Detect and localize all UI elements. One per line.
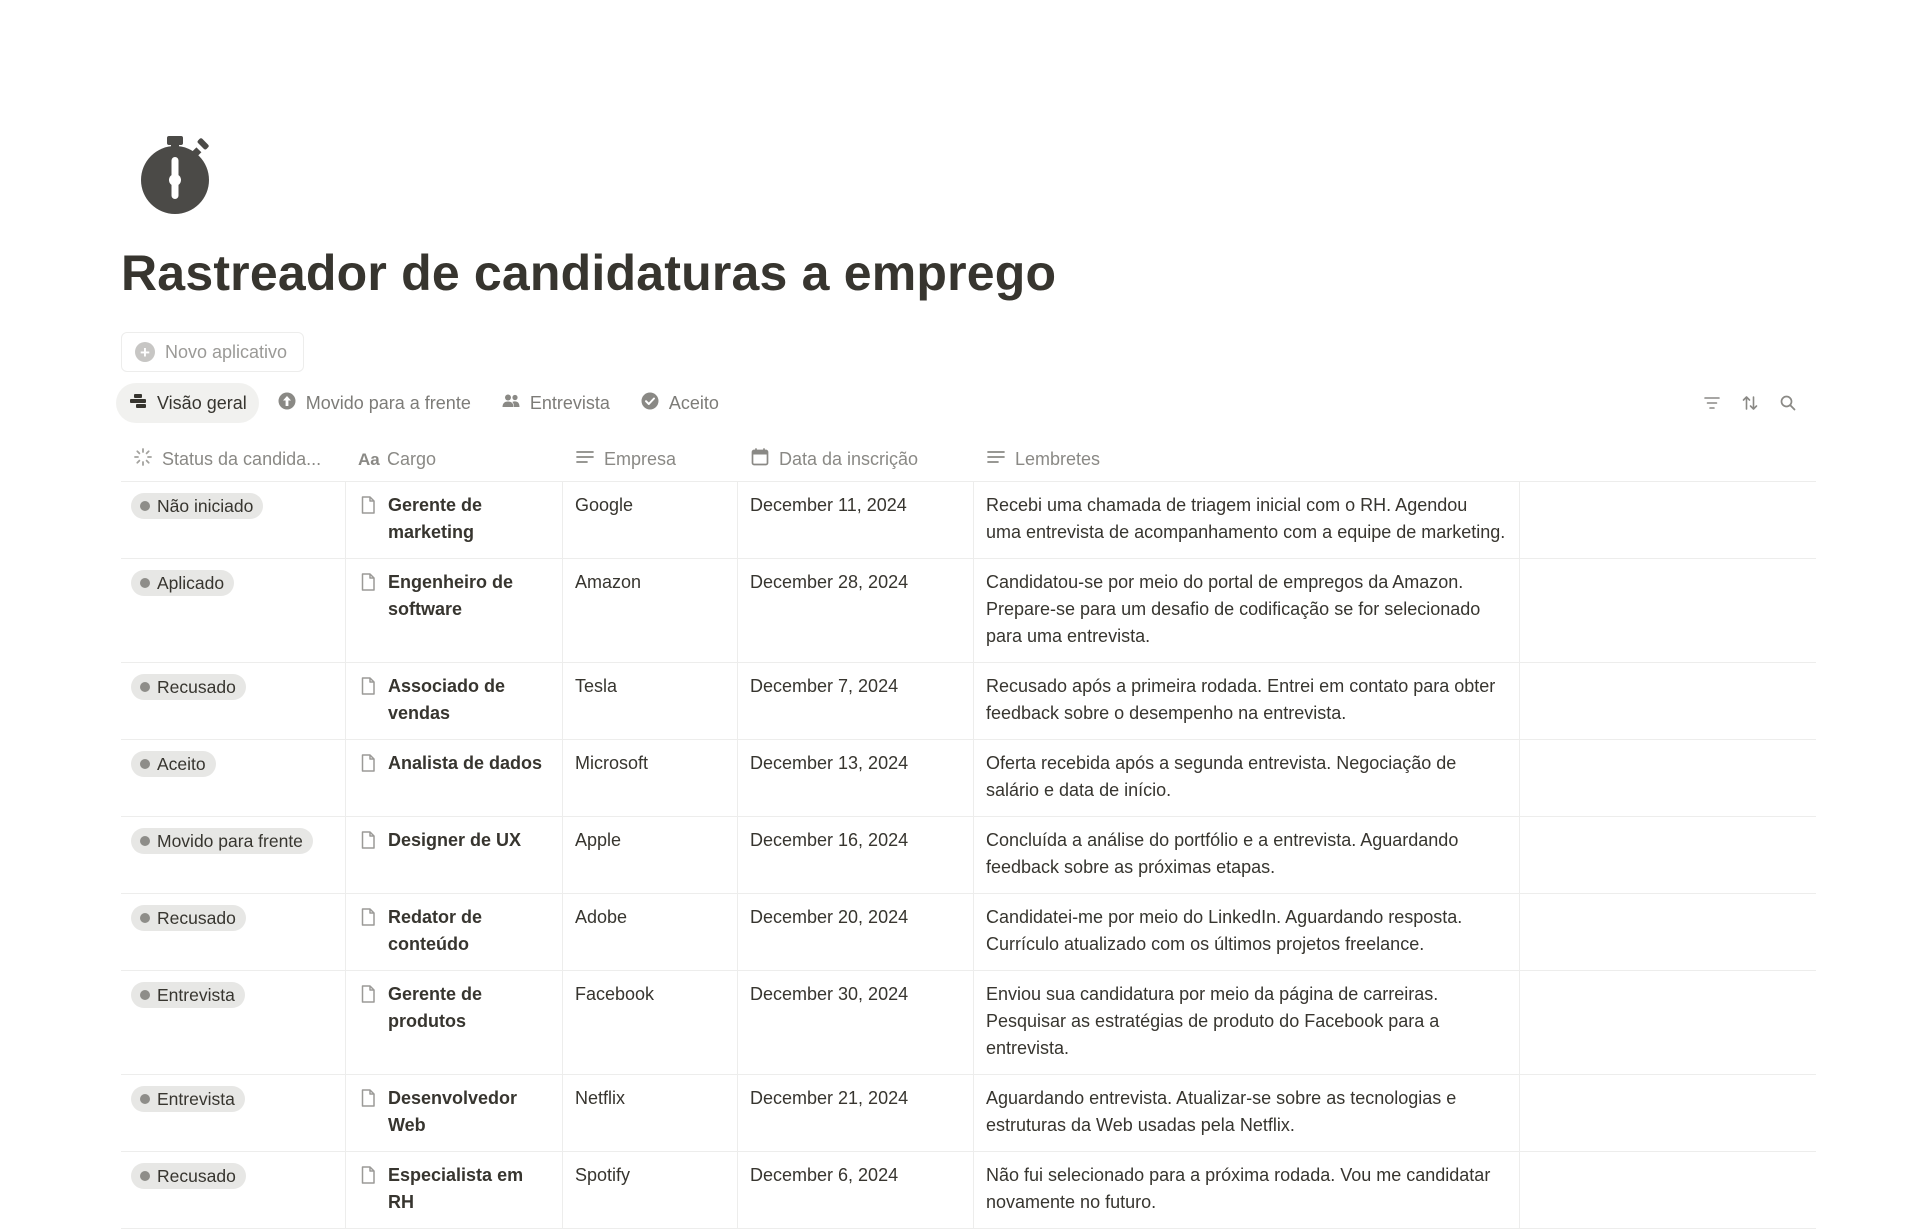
applications-table <box>121 438 1816 1229</box>
status-cell[interactable] <box>121 1075 346 1151</box>
table-row[interactable] <box>121 817 1816 894</box>
tab-movido-para-a-frente[interactable] <box>265 383 483 423</box>
lembretes-cell[interactable]: Candidatou-se por meio do portal de empregos da Amazon. Prepare-se para um desafio de codificação se for selecionado para uma entrevista. <box>974 559 1520 662</box>
status-badge[interactable] <box>131 570 234 596</box>
status-dot-icon <box>140 990 150 1000</box>
arrow-up-circle-icon <box>277 391 297 416</box>
empresa-cell[interactable]: Google <box>563 482 738 558</box>
data-cell[interactable]: December 16, 2024 <box>738 817 974 893</box>
status-label: Entrevista <box>157 1088 235 1109</box>
cargo-title[interactable]: Associado de vendas <box>388 676 506 723</box>
status-label: Recusado <box>157 1165 236 1186</box>
empresa-cell[interactable]: Spotify <box>563 1152 738 1228</box>
cargo-title[interactable]: Redator de conteúdo <box>388 907 483 954</box>
column-header-cargo[interactable] <box>346 438 563 481</box>
data-cell[interactable]: December 6, 2024 <box>738 1152 974 1228</box>
empty-cell <box>1520 740 1816 816</box>
column-header-lembretes[interactable] <box>974 438 1520 481</box>
lembretes-cell[interactable]: Oferta recebida após a segunda entrevista. Negociação de salário e data de início. <box>974 740 1520 816</box>
table-row[interactable] <box>121 740 1816 817</box>
text-lines-icon <box>575 447 595 472</box>
column-header-label: Empresa <box>604 449 677 469</box>
column-header-label: Lembretes <box>1015 449 1101 469</box>
status-dot-icon <box>140 1094 150 1104</box>
data-cell[interactable]: December 28, 2024 <box>738 559 974 662</box>
status-cell[interactable] <box>121 1152 346 1228</box>
data-cell[interactable]: December 7, 2024 <box>738 663 974 739</box>
status-label: Recusado <box>157 907 236 928</box>
tab-label: Movido para a frente <box>305 392 471 413</box>
stopwatch-icon[interactable] <box>131 130 219 218</box>
new-application-label: Novo aplicativo <box>165 341 288 362</box>
column-header-empty <box>1520 438 1816 481</box>
layout-icon <box>128 391 148 416</box>
people-icon <box>501 391 521 416</box>
text-lines-icon <box>986 447 1006 472</box>
empty-cell <box>1520 1075 1816 1151</box>
table-row[interactable] <box>121 971 1816 1075</box>
tab-aceito[interactable] <box>628 383 731 423</box>
table-row[interactable] <box>121 559 1816 663</box>
data-cell[interactable]: December 30, 2024 <box>738 971 974 1074</box>
status-badge[interactable] <box>131 828 313 854</box>
table-header <box>121 438 1816 482</box>
page-document-icon <box>358 984 378 1004</box>
table-row[interactable] <box>121 663 1816 740</box>
filter-icon[interactable] <box>1701 392 1723 414</box>
status-badge[interactable] <box>131 674 246 700</box>
cargo-title[interactable]: Desenvolvedor Web <box>388 1088 518 1135</box>
cargo-cell[interactable] <box>346 740 563 816</box>
empty-cell <box>1520 817 1816 893</box>
column-header-label: Cargo <box>387 449 437 469</box>
page-document-icon <box>358 676 378 696</box>
status-cell[interactable] <box>121 482 346 558</box>
status-label: Não iniciado <box>157 495 254 516</box>
lembretes-cell[interactable]: Candidatei-me por meio do LinkedIn. Aguardando resposta. Currículo atualizado com os últimos projetos freelance. <box>974 894 1520 970</box>
empty-cell <box>1520 971 1816 1074</box>
table-row[interactable] <box>121 1152 1816 1229</box>
empty-cell <box>1520 663 1816 739</box>
status-dot-icon <box>140 501 150 511</box>
empresa-cell[interactable]: Amazon <box>563 559 738 662</box>
cargo-cell[interactable] <box>346 1075 563 1151</box>
empty-cell <box>1520 482 1816 558</box>
data-cell[interactable]: December 20, 2024 <box>738 894 974 970</box>
page-document-icon <box>358 907 378 927</box>
text-type-icon: Aa <box>358 449 380 469</box>
data-cell[interactable]: December 11, 2024 <box>738 482 974 558</box>
status-cell[interactable] <box>121 894 346 970</box>
new-application-button[interactable] <box>121 332 304 372</box>
lembretes-cell[interactable]: Enviou sua candidatura por meio da página de carreiras. Pesquisar as estratégias de produto do Facebook para a entrevista. <box>974 971 1520 1074</box>
cargo-title[interactable]: Gerente de produtos <box>388 984 483 1031</box>
column-header-label: Status da candida... <box>162 449 322 469</box>
empty-cell <box>1520 559 1816 662</box>
tab-visao-geral[interactable] <box>116 383 259 423</box>
status-dot-icon <box>140 1171 150 1181</box>
check-circle-icon <box>640 391 660 416</box>
table-body <box>121 482 1816 1229</box>
empresa-cell[interactable]: Apple <box>563 817 738 893</box>
empresa-cell[interactable]: Tesla <box>563 663 738 739</box>
empresa-cell[interactable]: Adobe <box>563 894 738 970</box>
status-badge[interactable] <box>131 751 216 777</box>
status-cell[interactable] <box>121 817 346 893</box>
cargo-cell[interactable] <box>346 894 563 970</box>
cargo-title[interactable]: Especialista em RH <box>388 1165 524 1212</box>
data-cell[interactable]: December 13, 2024 <box>738 740 974 816</box>
status-badge[interactable] <box>131 1163 246 1189</box>
column-header-data[interactable] <box>738 438 974 481</box>
view-tabs <box>116 383 731 423</box>
status-dot-icon <box>140 759 150 769</box>
lembretes-cell[interactable]: Não fui selecionado para a próxima rodada. Vou me candidatar novamente no futuro. <box>974 1152 1520 1228</box>
cargo-cell[interactable] <box>346 817 563 893</box>
empty-cell <box>1520 894 1816 970</box>
page-document-icon <box>358 753 378 773</box>
empresa-cell[interactable]: Netflix <box>563 1075 738 1151</box>
cargo-cell[interactable] <box>346 971 563 1074</box>
status-cell[interactable] <box>121 971 346 1074</box>
column-header-status[interactable] <box>121 438 346 481</box>
tab-entrevista[interactable] <box>489 383 622 423</box>
status-label: Movido para frente <box>157 830 303 851</box>
status-dot-icon <box>140 836 150 846</box>
status-badge[interactable] <box>131 905 246 931</box>
page-document-icon <box>358 830 378 850</box>
status-dot-icon <box>140 913 150 923</box>
tab-label: Entrevista <box>529 392 610 413</box>
status-badge[interactable] <box>131 493 263 519</box>
status-badge[interactable] <box>131 1086 245 1112</box>
status-loading-icon <box>133 447 153 472</box>
status-cell[interactable] <box>121 740 346 816</box>
column-header-label: Data da inscrição <box>779 449 919 469</box>
lembretes-cell[interactable]: Recusado após a primeira rodada. Entrei em contato para obter feedback sobre o desempenho na entrevista. <box>974 663 1520 739</box>
cargo-title[interactable]: Engenheiro de software <box>388 572 514 619</box>
status-cell[interactable] <box>121 559 346 662</box>
table-row[interactable] <box>121 894 1816 971</box>
table-row[interactable] <box>121 1075 1816 1152</box>
status-label: Aplicado <box>157 572 225 593</box>
search-icon[interactable] <box>1777 392 1799 414</box>
column-header-empresa[interactable] <box>563 438 738 481</box>
view-tools <box>1701 392 1799 414</box>
sort-icon[interactable] <box>1739 392 1761 414</box>
cargo-title[interactable]: Gerente de marketing <box>388 495 483 542</box>
page-document-icon <box>358 1165 378 1185</box>
cargo-cell[interactable] <box>346 559 563 662</box>
status-label: Aceito <box>157 753 206 774</box>
lembretes-cell[interactable]: Concluída a análise do portfólio e a entrevista. Aguardando feedback sobre as próximas etapas. <box>974 817 1520 893</box>
empresa-cell[interactable]: Microsoft <box>563 740 738 816</box>
page-document-icon <box>358 1088 378 1108</box>
plus-circle-icon: + <box>135 342 155 362</box>
lembretes-cell[interactable]: Aguardando entrevista. Atualizar-se sobre as tecnologias e estruturas da Web usadas pela Netflix. <box>974 1075 1520 1151</box>
status-badge[interactable] <box>131 982 245 1008</box>
tab-label: Visão geral <box>157 392 247 413</box>
empty-cell <box>1520 1152 1816 1228</box>
status-label: Recusado <box>157 676 236 697</box>
page-title: Rastreador de candidaturas a emprego <box>121 245 1057 301</box>
cargo-title[interactable]: Designer de UX <box>388 830 522 850</box>
cargo-cell[interactable] <box>346 663 563 739</box>
status-dot-icon <box>140 682 150 692</box>
empresa-cell[interactable]: Facebook <box>563 971 738 1074</box>
status-label: Entrevista <box>157 984 235 1005</box>
lembretes-cell[interactable]: Recebi uma chamada de triagem inicial com o RH. Agendou uma entrevista de acompanhamento com a equipe de marketing. <box>974 482 1520 558</box>
calendar-icon <box>750 447 770 472</box>
cargo-cell[interactable] <box>346 482 563 558</box>
tab-label: Aceito <box>668 392 719 413</box>
data-cell[interactable]: December 21, 2024 <box>738 1075 974 1151</box>
status-cell[interactable] <box>121 663 346 739</box>
cargo-cell[interactable] <box>346 1152 563 1228</box>
table-row[interactable] <box>121 482 1816 559</box>
cargo-title[interactable]: Analista de dados <box>388 753 543 773</box>
page-document-icon <box>358 495 378 515</box>
page-document-icon <box>358 572 378 592</box>
status-dot-icon <box>140 578 150 588</box>
